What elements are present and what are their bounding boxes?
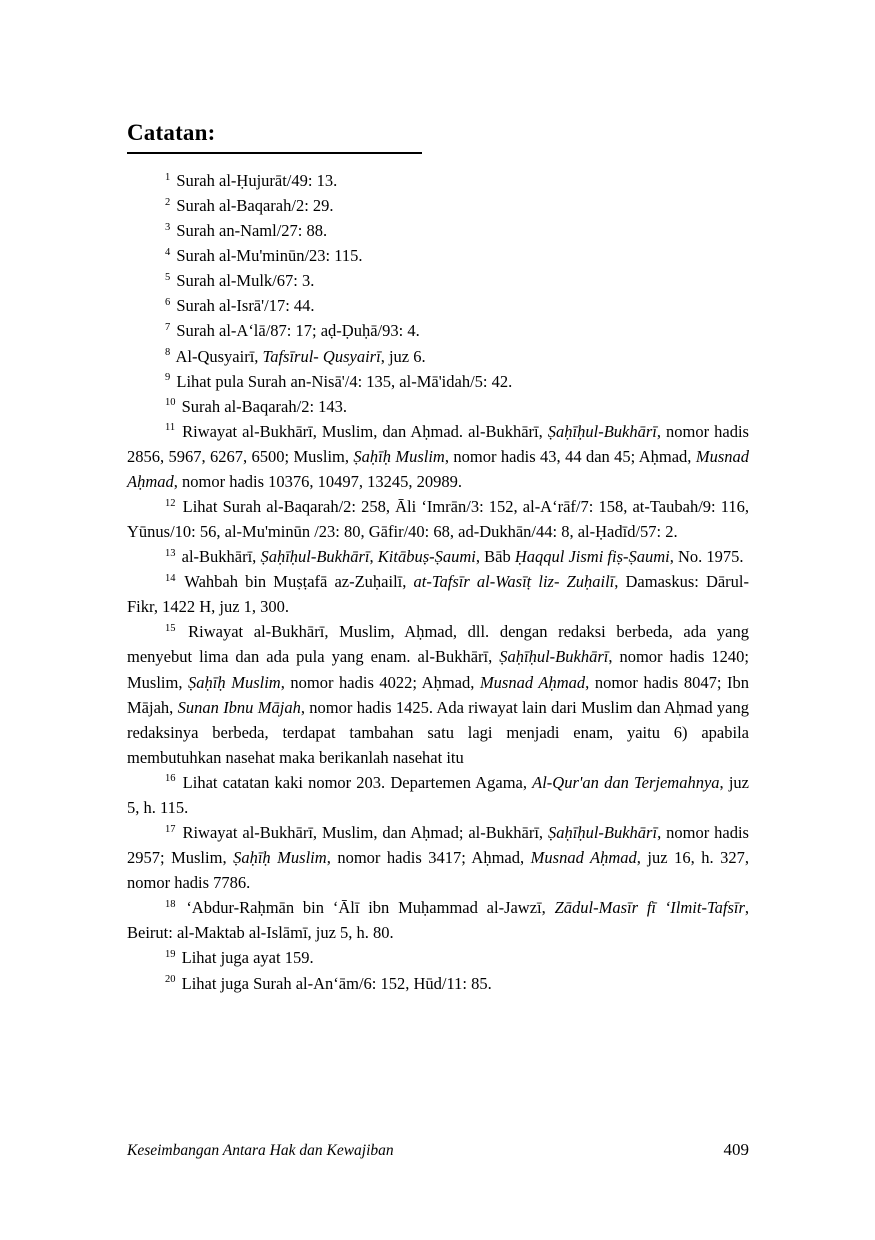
endnote-item <box>127 193 749 218</box>
endnote-number: 3 <box>165 221 171 233</box>
endnote-item <box>127 945 749 970</box>
endnote-item <box>127 895 749 945</box>
endnote-number: 1 <box>165 171 171 183</box>
endnote-number: 19 <box>165 948 176 960</box>
endnote-text: Surah al-Mu'minūn/23: 115. <box>172 246 363 266</box>
page-title: Catatan: <box>127 120 216 145</box>
endnote-item <box>127 293 749 318</box>
endnote-number: 2 <box>165 196 171 208</box>
page-number: 409 <box>723 1140 749 1159</box>
endnote-number: 18 <box>165 898 176 910</box>
endnote-text: Riwayat al-Bukhārī, Muslim, dan Aḥmad; al-Bukhārī, Ṣaḥīḥul-Bukhārī, nomor hadis 2957; Muslim, Ṣaḥīḥ Muslim, nomor hadis 3417; Aḥmad, Musnad Aḥmad, juz 16, h. 327, nomor hadis 7786. <box>127 823 749 893</box>
endnote-number: 11 <box>165 422 176 434</box>
endnote-item <box>127 168 749 193</box>
endnote-number: 7 <box>165 321 171 333</box>
endnote-item <box>127 544 749 569</box>
endnote-item <box>127 494 749 544</box>
endnote-text: Wahbah bin Muṣṭafā az-Zuḥailī, at-Tafsīr al-Wasīṭ liz- Zuḥailī, Damaskus: Dārul-Fikr, 1422 H, juz 1, 300. <box>127 572 750 617</box>
endnote-item <box>127 770 749 820</box>
endnote-text: Lihat juga ayat 159. <box>177 948 314 968</box>
endnote-number: 20 <box>165 974 176 985</box>
endnote-item <box>127 569 749 619</box>
endnote-item <box>127 394 749 419</box>
endnote-number: 12 <box>165 497 176 509</box>
endnote-text: Surah al-A‘lā/87: 17; aḍ-Ḍuḥā/93: 4. <box>172 321 420 341</box>
endnote-number: 13 <box>165 547 176 559</box>
endnote-item <box>127 344 749 369</box>
endnote-number: 14 <box>165 572 176 584</box>
endnote-item <box>127 419 749 494</box>
endnote-number: 5 <box>165 271 171 283</box>
running-title: Keseimbangan Antara Hak dan Kewajiban <box>127 1142 394 1159</box>
endnote-text: Lihat juga Surah al-An‘ām/6: 152, Hūd/11: 85. <box>177 973 492 993</box>
endnote-number: 4 <box>165 246 171 258</box>
endnote-text: ‘Abdur-Raḥmān bin ‘Ālī ibn Muḥammad al-Jawzī, Zādul-Masīr fī ‘Ilmit-Tafsīr, Beirut: al-Maktab al-Islāmī, juz 5, h. 80. <box>127 898 749 943</box>
page-footer <box>127 1140 749 1160</box>
endnote-number: 9 <box>165 372 171 384</box>
heading-divider <box>127 152 422 154</box>
endnote-text: Riwayat al-Bukhārī, Muslim, Aḥmad, dll. dengan redaksi berbeda, ada yang menyebut lima dan ada pula yang enam. al-Bukhārī, Ṣaḥīḥul-Bukhārī, nomor hadis 1240; Muslim, Ṣaḥīḥ Muslim, nomor hadis 4022; Aḥmad, Musnad Aḥmad, nomor hadis 8047; Ibn Mājah, Sunan Ibnu Mājah, nomor hadis 1425. Ada riwayat lain dari Muslim dan Aḥmad yang redaksinya berbeda, terdapat tambahan satu lagi menjadi enam, yaitu 6) apabila membutuhkan nasehat maka berikanlah nasehat itu <box>127 622 749 767</box>
endnote-item <box>127 619 749 769</box>
endnote-text: Al-Qusyairī, Tafsīrul- Qusyairī, juz 6. <box>172 346 426 366</box>
endnote-text: Surah al-Baqarah/2: 143. <box>177 396 348 416</box>
endnote-number: 15 <box>165 622 176 634</box>
endnote-item <box>127 820 749 895</box>
endnote-item <box>127 243 749 268</box>
endnote-number: 8 <box>165 347 171 359</box>
endnote-text: Surah al-Ḥujurāt/49: 13. <box>172 171 338 190</box>
endnote-text: Surah al-Baqarah/2: 29. <box>172 196 334 216</box>
endnote-text: Surah an-Naml/27: 88. <box>172 221 328 241</box>
endnote-number: 17 <box>165 823 176 835</box>
endnotes-list <box>127 168 749 996</box>
endnote-text: Lihat Surah al-Baqarah/2: 258, Āli ‘Imrān/3: 152, al-A‘rāf/7: 158, at-Taubah/9: 116, Yūnus/10: 56, al-Mu'minūn /23: 80, Gāfir/40: 68, ad-Dukhān/44: 8, al-Ḥadīd/57: 2. <box>127 497 749 542</box>
endnote-text: Lihat catatan kaki nomor 203. Departemen Agama, Al-Qur'an dan Terjemahnya, juz 5, h. 115. <box>127 772 749 817</box>
endnote-number: 16 <box>165 773 176 785</box>
endnote-item <box>127 318 749 343</box>
endnote-text: Lihat pula Surah an-Nisā'/4: 135, al-Mā'idah/5: 42. <box>172 371 513 391</box>
endnote-text: Surah al-Isrā'/17: 44. <box>172 296 315 316</box>
endnote-number: 10 <box>165 397 176 409</box>
endnote-text: Surah al-Mulk/67: 3. <box>172 271 315 291</box>
endnote-item <box>127 971 749 996</box>
endnote-item <box>127 218 749 243</box>
endnote-text: Riwayat al-Bukhārī, Muslim, dan Aḥmad. al-Bukhārī, Ṣaḥīḥul-Bukhārī, nomor hadis 2856, 5967, 6267, 6500; Muslim, Ṣaḥīḥ Muslim, nomor hadis 43, 44 dan 45; Aḥmad, Musnad Aḥmad, nomor hadis 10376, 10497, 13245, 20989. <box>127 421 749 491</box>
page-content <box>127 120 749 996</box>
endnote-number: 6 <box>165 296 171 308</box>
endnote-item <box>127 369 749 394</box>
endnote-item <box>127 268 749 293</box>
endnote-text: al-Bukhārī, Ṣaḥīḥul-Bukhārī, Kitābuṣ-Ṣaumi, Bāb Ḥaqqul Jismi fiṣ-Ṣaumi, No. 1975. <box>177 547 744 567</box>
